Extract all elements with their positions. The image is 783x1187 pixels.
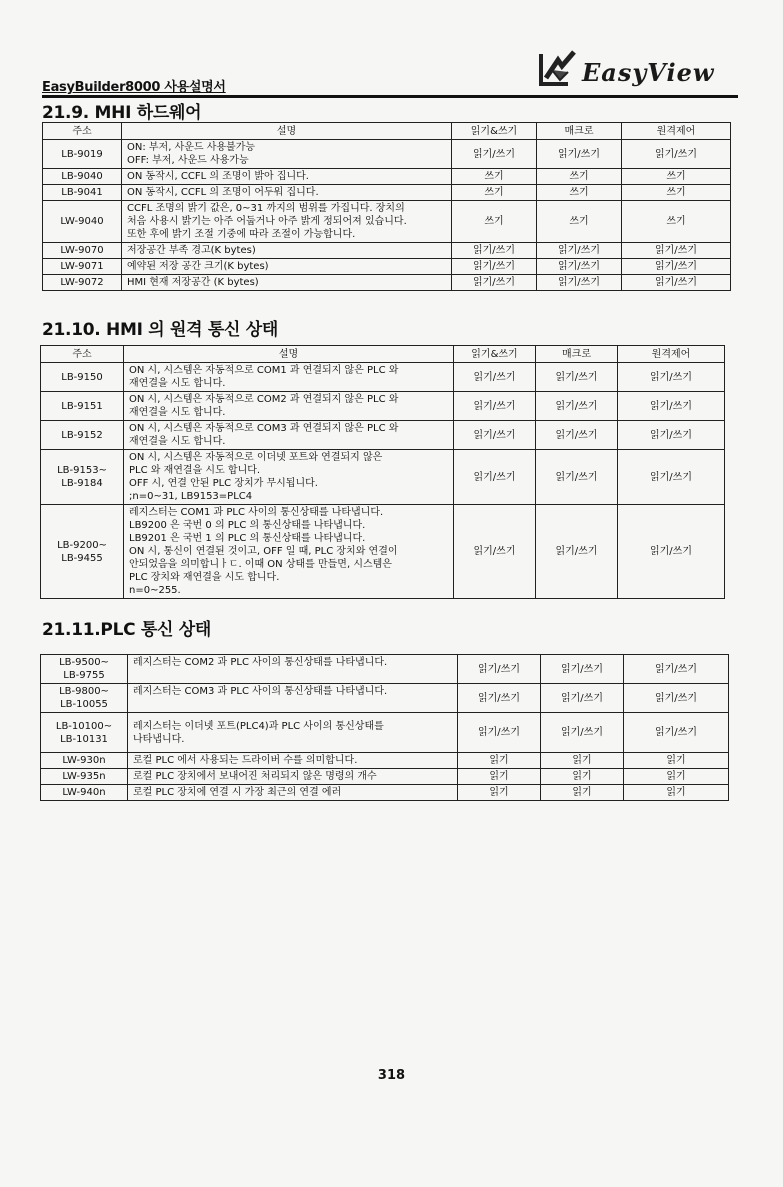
description-cell: 레지스터는 COM3 과 PLC 사이의 통신상태를 나타냅니다.	[128, 684, 458, 713]
plc-comm-table	[40, 654, 729, 801]
read-write-cell: 읽기/쓰기	[452, 243, 537, 259]
remote-cell: 읽기/쓰기	[618, 450, 725, 505]
description-cell: 레지스터는 이더넷 포트(PLC4)과 PLC 사이의 통신상태를 나타냅니다.	[128, 713, 458, 753]
read-write-cell: 읽기/쓰기	[458, 713, 541, 753]
remote-cell: 읽기/쓰기	[624, 655, 729, 684]
macro-cell: 읽기	[541, 769, 624, 785]
column-header-read-write: 읽기&쓰기	[452, 123, 537, 140]
macro-cell: 읽기/쓰기	[536, 392, 618, 421]
remote-cell: 읽기/쓰기	[618, 392, 725, 421]
column-header-macro: 매크로	[537, 123, 622, 140]
table-row	[43, 185, 731, 201]
macro-cell: 읽기/쓰기	[537, 275, 622, 291]
column-header-description: 설명	[122, 123, 452, 140]
read-write-cell: 읽기/쓰기	[458, 684, 541, 713]
description-cell: CCFL 조명의 밝기 값은, 0~31 까지의 범위를 가집니다. 장치의 처음 사용시 밝기는 아주 어둡거나 아주 밝게 정되어져 있습니다. 또한 후에 밝기 조절 기중에 따라 조절이 가능합니다.	[122, 201, 452, 243]
description-cell: 저장공간 부족 경고(K bytes)	[122, 243, 452, 259]
remote-cell: 읽기/쓰기	[618, 363, 725, 392]
remote-comm-table	[40, 345, 725, 599]
table-row	[41, 450, 725, 505]
read-write-cell: 읽기	[458, 753, 541, 769]
macro-cell: 읽기/쓰기	[541, 684, 624, 713]
description-cell: ON: 부저, 사운드 사용불가능 OFF: 부저, 사운드 사용가능	[122, 140, 452, 169]
macro-cell: 읽기/쓰기	[536, 505, 618, 599]
description-cell: ON 시, 시스템은 자동적으로 COM1 과 연결되지 않은 PLC 와 재연결을 시도 합니다.	[124, 363, 454, 392]
description-cell: ON 시, 시스템은 자동적으로 COM3 과 연결되지 않은 PLC 와 재연결을 시도 합니다.	[124, 421, 454, 450]
address-cell: LW-9040	[43, 201, 122, 243]
address-cell: LB-9153~ LB-9184	[41, 450, 124, 505]
read-write-cell: 읽기	[458, 769, 541, 785]
table-row	[41, 392, 725, 421]
remote-cell: 읽기/쓰기	[622, 140, 731, 169]
table-row	[41, 655, 729, 684]
description-cell: 예약된 저장 공간 크기(K bytes)	[122, 259, 452, 275]
read-write-cell: 쓰기	[452, 201, 537, 243]
address-cell: LB-9800~ LB-10055	[41, 684, 128, 713]
remote-cell: 읽기	[624, 769, 729, 785]
table-row	[41, 363, 725, 392]
read-write-cell: 읽기/쓰기	[454, 363, 536, 392]
description-cell: ON 동작시, CCFL 의 조명이 밝아 집니다.	[122, 169, 452, 185]
remote-cell: 읽기/쓰기	[624, 713, 729, 753]
remote-cell: 읽기	[624, 753, 729, 769]
macro-cell: 읽기/쓰기	[537, 243, 622, 259]
description-cell: 로컬 PLC 장치에서 보내어진 처리되지 않은 명령의 개수	[128, 769, 458, 785]
address-cell: LW-940n	[41, 785, 128, 801]
table-row	[41, 684, 729, 713]
macro-cell: 읽기	[541, 785, 624, 801]
read-write-cell: 읽기	[458, 785, 541, 801]
read-write-cell: 읽기/쓰기	[452, 259, 537, 275]
macro-cell: 읽기/쓰기	[536, 450, 618, 505]
easyview-logo	[538, 48, 728, 90]
read-write-cell: 읽기/쓰기	[454, 450, 536, 505]
section-title-hardware: 21.9. MHI 하드웨어	[42, 103, 202, 123]
macro-cell: 쓰기	[537, 185, 622, 201]
read-write-cell: 쓰기	[452, 185, 537, 201]
macro-cell: 쓰기	[537, 169, 622, 185]
table-header-row	[43, 123, 731, 140]
remote-cell: 쓰기	[622, 185, 731, 201]
remote-cell: 읽기	[624, 785, 729, 801]
description-cell: ON 시, 시스템은 자동적으로 이더넷 포트와 연결되지 않은 PLC 와 재연결을 시도 합니다. OFF 시, 연결 안된 PLC 장치가 무시됩니다. ;n=0~31, LB9153=PLC4	[124, 450, 454, 505]
remote-cell: 읽기/쓰기	[622, 243, 731, 259]
logo-text: EasyView	[582, 58, 715, 87]
table-row	[43, 140, 731, 169]
description-cell: 로컬 PLC 에서 사용되는 드라이버 수를 의미합니다.	[128, 753, 458, 769]
page-number: 318	[377, 1068, 406, 1083]
column-header-address: 주소	[43, 123, 122, 140]
column-header-remote: 원격제어	[622, 123, 731, 140]
macro-cell: 읽기/쓰기	[536, 363, 618, 392]
read-write-cell: 쓰기	[452, 169, 537, 185]
column-header-address: 주소	[41, 346, 124, 363]
description-cell: 레지스터는 COM2 과 PLC 사이의 통신상태를 나타냅니다.	[128, 655, 458, 684]
remote-cell: 쓰기	[622, 201, 731, 243]
address-cell: LW-9072	[43, 275, 122, 291]
address-cell: LB-10100~ LB-10131	[41, 713, 128, 753]
address-cell: LW-935n	[41, 769, 128, 785]
address-cell: LB-9152	[41, 421, 124, 450]
section-title-plc-comm: 21.11.PLC 통신 상태	[42, 620, 212, 640]
column-header-macro: 매크로	[536, 346, 618, 363]
table-row	[41, 769, 729, 785]
description-cell: ON 시, 시스템은 자동적으로 COM2 과 연결되지 않은 PLC 와 재연결을 시도 합니다.	[124, 392, 454, 421]
read-write-cell: 읽기/쓰기	[452, 275, 537, 291]
remote-cell: 읽기/쓰기	[622, 275, 731, 291]
macro-cell: 읽기/쓰기	[537, 259, 622, 275]
column-header-read-write: 읽기&쓰기	[454, 346, 536, 363]
address-cell: LB-9041	[43, 185, 122, 201]
macro-cell: 읽기/쓰기	[536, 421, 618, 450]
description-cell: HMI 현재 저장공간 (K bytes)	[122, 275, 452, 291]
read-write-cell: 읽기/쓰기	[458, 655, 541, 684]
table-row	[43, 243, 731, 259]
address-cell: LB-9150	[41, 363, 124, 392]
table-row	[43, 169, 731, 185]
description-cell: ON 동작시, CCFL 의 조명이 어두워 집니다.	[122, 185, 452, 201]
address-cell: LW-930n	[41, 753, 128, 769]
address-cell: LB-9200~ LB-9455	[41, 505, 124, 599]
read-write-cell: 읽기/쓰기	[454, 421, 536, 450]
remote-cell: 읽기/쓰기	[618, 505, 725, 599]
address-cell: LB-9151	[41, 392, 124, 421]
table-row	[41, 505, 725, 599]
address-cell: LW-9071	[43, 259, 122, 275]
section-title-remote-comm: 21.10. HMI 의 원격 통신 상태	[42, 320, 278, 340]
table-row	[43, 275, 731, 291]
address-cell: LW-9070	[43, 243, 122, 259]
table-row	[41, 421, 725, 450]
column-header-description: 설명	[124, 346, 454, 363]
hardware-table	[42, 122, 731, 291]
table-row	[43, 201, 731, 243]
macro-cell: 읽기/쓰기	[537, 140, 622, 169]
description-cell: 레지스터는 COM1 과 PLC 사이의 통신상태를 나타냅니다. LB9200 은 국번 0 의 PLC 의 통신상태를 나타냅니다. LB9201 은 국번 1 의 PLC 의 통신상태를 나타냅니다. ON 시, 통신이 연결된 것이고, OFF 일 때, PLC 장치와 연결이 안되었음을 의미합니ㅏㄷ. 이때 ON 상태를 만들면, 시스템은 PLC 장치와 재연결을 시도 합니다. n=0~255.	[124, 505, 454, 599]
table-row	[43, 259, 731, 275]
address-cell: LB-9500~ LB-9755	[41, 655, 128, 684]
macro-cell: 읽기/쓰기	[541, 655, 624, 684]
logo-hand-icon	[538, 48, 580, 88]
table-row	[41, 713, 729, 753]
table-row	[41, 753, 729, 769]
table-row	[41, 785, 729, 801]
macro-cell: 읽기/쓰기	[541, 713, 624, 753]
manual-title: EasyBuilder8000 사용설명서	[42, 80, 226, 95]
macro-cell: 읽기	[541, 753, 624, 769]
remote-cell: 읽기/쓰기	[622, 259, 731, 275]
remote-cell: 쓰기	[622, 169, 731, 185]
remote-cell: 읽기/쓰기	[618, 421, 725, 450]
macro-cell: 쓰기	[537, 201, 622, 243]
description-cell: 로컬 PLC 장치에 연결 시 가장 최근의 연결 에러	[128, 785, 458, 801]
read-write-cell: 읽기/쓰기	[454, 392, 536, 421]
address-cell: LB-9040	[43, 169, 122, 185]
read-write-cell: 읽기/쓰기	[452, 140, 537, 169]
table-header-row	[41, 346, 725, 363]
address-cell: LB-9019	[43, 140, 122, 169]
remote-cell: 읽기/쓰기	[624, 684, 729, 713]
column-header-remote: 원격제어	[618, 346, 725, 363]
read-write-cell: 읽기/쓰기	[454, 505, 536, 599]
